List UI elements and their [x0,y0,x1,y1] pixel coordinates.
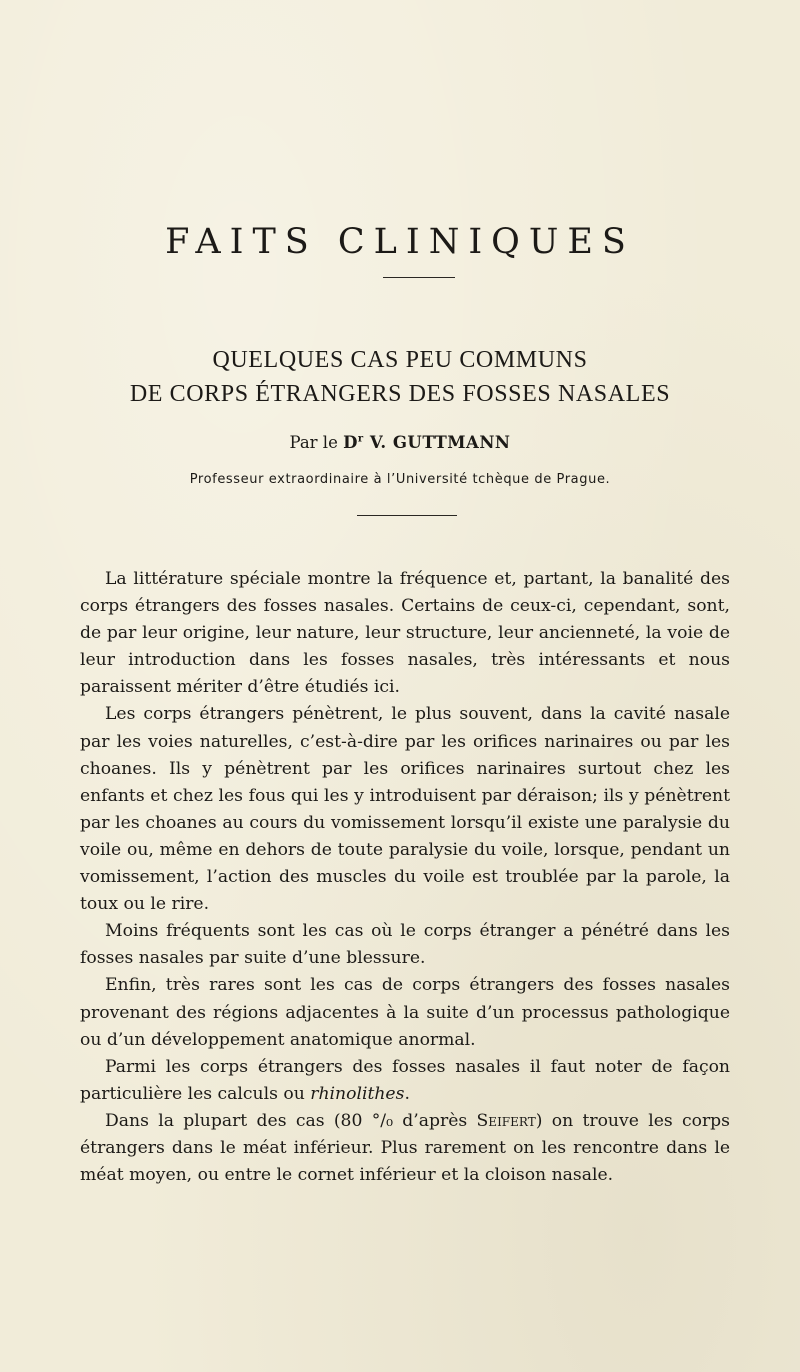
author-name: V. GUTTMANN [363,433,511,452]
percent-sign: °/₀ [371,1110,393,1131]
rhinolithes-term: rhinolithes [310,1083,405,1104]
paragraph-4: Enfin, très rares sont les cas de corps étrangers des fosses nasales provenant des régions adjacentes à la suite d’un processus pathologique ou d’un développement anatomique anormal. [80,975,730,1050]
article-title-line-2: DE CORPS ÉTRANGERS DES FOSSES NASALES [129,381,671,407]
paragraph-3: Moins fréquents sont les cas où le corps étranger a pénétré dans les fosses nasales par suite d’une blessure. [80,921,730,969]
paragraph-5-text: Parmi les corps étrangers des fosses nasales il faut noter de façon particulière les calculs ou [80,1056,730,1104]
paragraph-6-middle: d’après [392,1110,477,1131]
author-title-sup: r [357,433,364,445]
author-line [0,433,800,452]
header-divider [357,515,457,516]
paragraph-6-end: ) on trouve les corps étrangers dans le méat inférieur. Plus rarement on les rencontre dans le méat moyen, ou entre le cornet inférieur et la cloison nasale. [80,1110,730,1186]
author-prefix: Par le [289,433,344,452]
section-title: FAITS CLINIQUES [165,222,635,262]
article-body [80,566,730,1189]
paragraph-6 [80,1108,730,1189]
author-affiliation: Professeur extraordinaire à l’Université tchèque de Prague. [189,472,611,487]
author-title: D [343,433,358,452]
article-title-line-1: QUELQUES CAS PEU COMMUNS [212,347,588,373]
paragraph-1: La littérature spéciale montre la fréquence et, partant, la banalité des corps étrangers des fosses nasales. Certains de ceux-ci, cependant, sont, de par leur origine, leur nature, leur structure, leur ancienneté, la voie de leur introduction dans les fosses nasales, très intéressants et nous paraissent mériter d’être étudiés ici. [80,569,730,698]
paragraph-5 [80,1054,730,1108]
title-divider [383,277,455,278]
cited-author: Seifert [476,1110,536,1131]
paragraph-6-text: Dans la plupart des cas (80 [105,1110,372,1131]
article-title [0,343,800,411]
paragraph-5-end: . [404,1083,410,1104]
paragraph-2: Les corps étrangers pénètrent, le plus souvent, dans la cavité nasale par les voies naturelles, c’est-à-dire par les orifices narinaires ou par les choanes. Ils y pénètrent par les orifices narinaires surtout chez les enfants et chez les fous qui les y introduisent par déraison; ils y pénètrent par les choanes au cours du vomissement lorsqu’il existe une paralysie du voile ou, même en dehors de toute paralysie du voile, lorsque, pendant un vomissement, l’action des muscles du voile est troublée par la parole, la toux ou le rire. [80,704,730,915]
